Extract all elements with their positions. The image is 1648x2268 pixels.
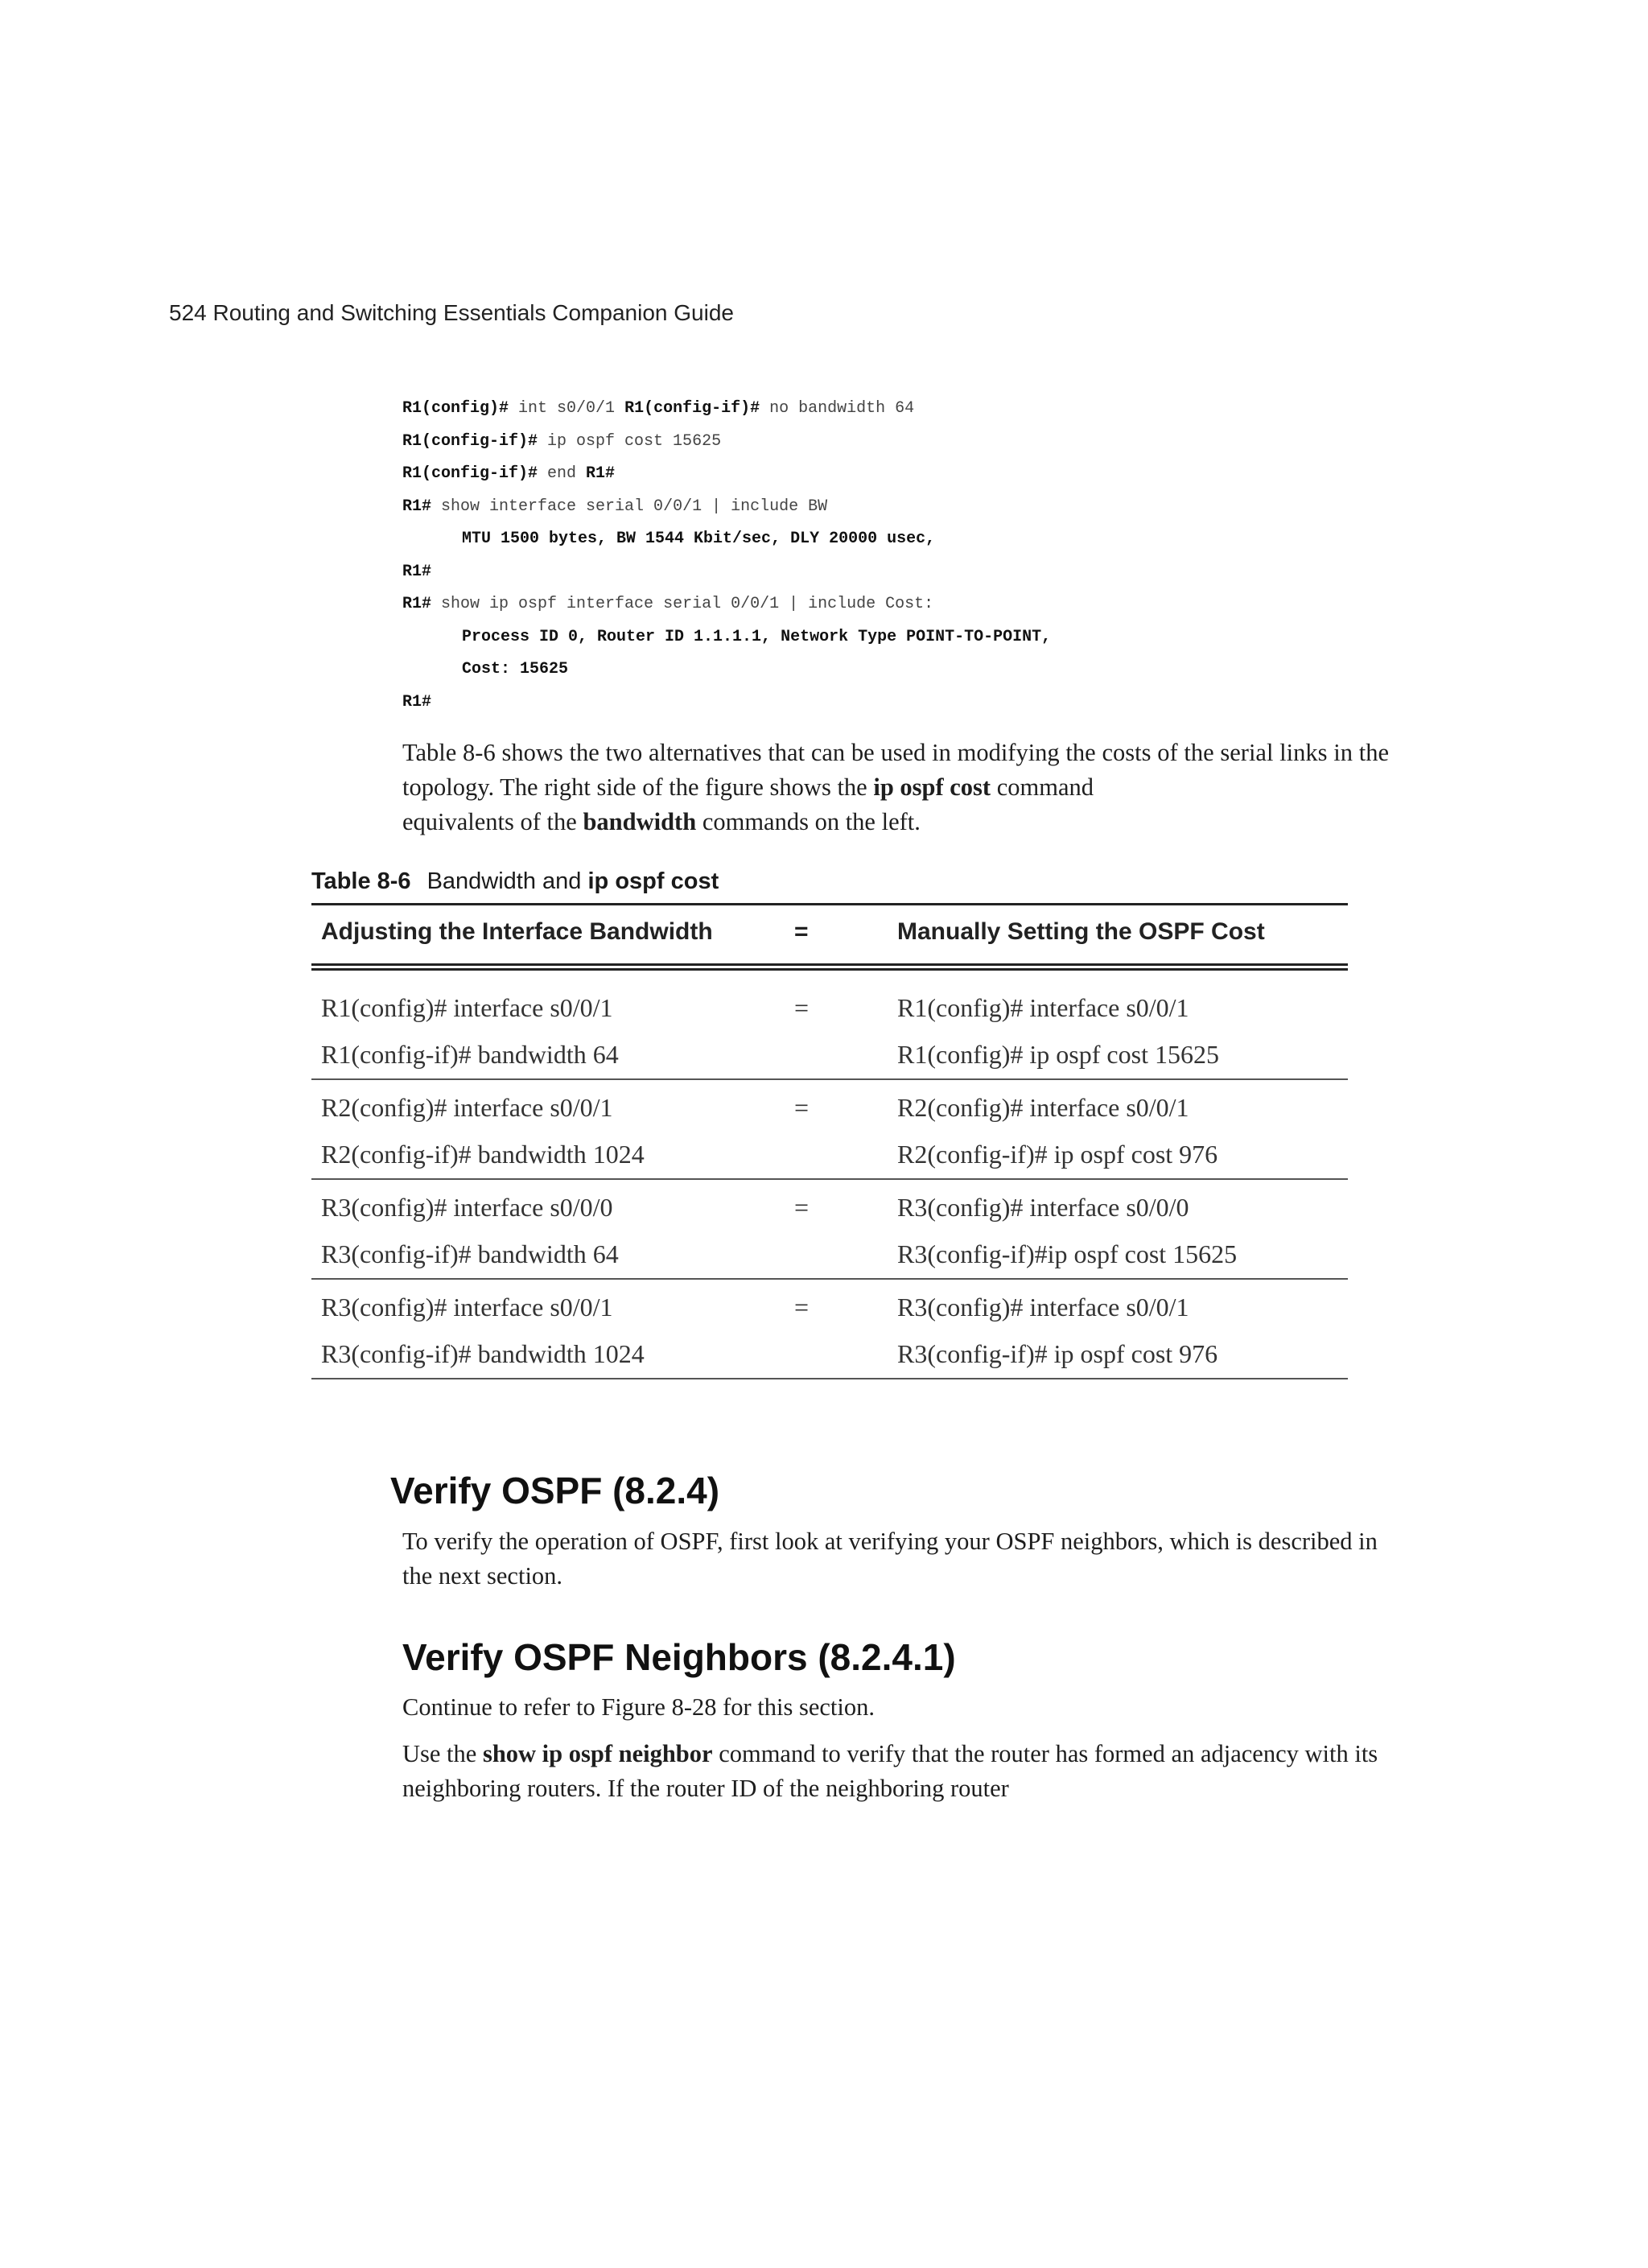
code-text: end [538,464,587,483]
table-cell: R2(config-if)# ip ospf cost 976 [897,1140,1218,1169]
table-number: Table 8-6 [311,868,411,894]
section-paragraph: Continue to refer to Figure 8-28 for this section. [402,1693,876,1721]
section-heading-verify-ospf-neighbors: Verify OSPF Neighbors (8.2.4.1) [402,1636,956,1678]
code-prompt: R1# [402,692,432,711]
code-line [402,588,1051,621]
code-prompt: R1# [402,497,432,516]
code-output: Cost: 15625 [462,660,569,678]
table-cell: R1(config)# ip ospf cost 15625 [897,1040,1219,1069]
table-cell: R3(config)# interface s0/0/1 [321,1293,613,1322]
table-header-row [311,905,1348,963]
code-text: show interface serial 0/0/1 | include BW [431,497,828,516]
paragraph-body [402,736,1389,805]
code-prompt: R1(config-if)# [624,399,760,418]
table-cell: R3(config)# interface s0/0/1 [897,1293,1189,1322]
text-run: Use the [402,1740,483,1767]
table-cell: R3(config-if)# ip ospf cost 976 [897,1339,1218,1368]
code-text: no bandwidth 64 [760,399,915,418]
code-line [402,458,1051,491]
table-cell: = [794,993,810,1022]
code-output-line [402,621,1051,654]
inline-command: ip ospf cost [873,773,991,801]
code-block [402,393,1051,719]
text-run: commands on the left. [696,808,921,835]
table-intro-paragraph [402,736,1389,839]
table-cell: = [794,1193,810,1222]
code-output: Process ID 0, Router ID 1.1.1.1, Network Type POINT-TO-POINT, [462,627,1052,646]
code-text: ip ospf cost 15625 [538,431,722,451]
table-cell: R2(config-if)# bandwidth 1024 [321,1140,645,1169]
column-header: Adjusting the Interface Bandwidth [321,918,713,945]
table-cell: R3(config-if)#ip ospf cost 15625 [897,1239,1238,1268]
text-run: equivalents of the [402,808,583,835]
code-output: MTU 1500 bytes, BW 1544 Kbit/sec, DLY 20000 usec, [462,530,936,548]
text-run: command to verify that the router has formed an adjacency with its neighboring routers. If the router ID of the neighboring router [402,1740,1378,1802]
inline-command: bandwidth [583,808,697,835]
table-cell: R2(config)# interface s0/0/1 [897,1093,1189,1122]
column-header: Manually Setting the OSPF Cost [897,918,1265,945]
table-cell: = [794,1093,810,1122]
code-prompt: R1# [402,595,432,613]
table-cell: R3(config-if)# bandwidth 64 [321,1239,619,1268]
table-cell: R3(config)# interface s0/0/0 [897,1193,1189,1222]
table-header-rule [311,963,1348,971]
code-output-line [402,654,1051,687]
inline-command: show ip ospf neighbor [482,1740,713,1767]
table-row [311,1080,1348,1180]
table-cell: R3(config-if)# bandwidth 1024 [321,1339,645,1368]
table-row [311,1180,1348,1280]
code-line [402,556,1051,589]
code-text: show ip ospf interface serial 0/0/1 | include Cost: [431,595,934,613]
code-line [402,393,1051,426]
code-prompt: R1(config-if)# [402,431,538,451]
column-header: = [794,918,809,945]
code-line [402,687,1051,720]
text-run: command [991,773,1094,801]
table-cell: R1(config)# interface s0/0/1 [321,993,613,1022]
table-row [311,1280,1348,1379]
code-line [402,426,1051,459]
code-output-line [402,523,1051,556]
table-cell: R1(config-if)# bandwidth 64 [321,1040,619,1069]
code-text: int s0/0/1 [509,399,625,418]
table-row [311,980,1348,1080]
section-paragraph [402,1737,1389,1806]
code-prompt: R1# [402,562,432,581]
table-cell: = [794,1293,810,1322]
table-title: Bandwidth and [426,868,588,894]
table-caption [311,868,719,895]
table-title-command: ip ospf cost [587,868,719,894]
table-cell: R3(config)# interface s0/0/0 [321,1193,613,1222]
table-cell: R2(config)# interface s0/0/1 [321,1093,613,1122]
text-run: Table 8-6 shows the two alternatives that can be used in modifying the costs of the serial links in the topology. The right side of the figure shows the [402,739,1389,801]
bandwidth-cost-table [311,903,1348,1379]
code-prompt: R1(config-if)# [402,464,538,483]
code-prompt: R1# [586,464,616,483]
table-cell: R1(config)# interface s0/0/1 [897,993,1189,1022]
code-prompt: R1(config)# [402,399,509,418]
code-line [402,491,1051,524]
paragraph-last-line [402,805,1389,839]
section-paragraph: To verify the operation of OSPF, first look at verifying your OSPF neighbors, which is described in the next section. [402,1528,1378,1590]
section-heading-verify-ospf: Verify OSPF (8.2.4) [390,1470,720,1511]
running-head: 524 Routing and Switching Essentials Companion Guide [169,300,734,325]
